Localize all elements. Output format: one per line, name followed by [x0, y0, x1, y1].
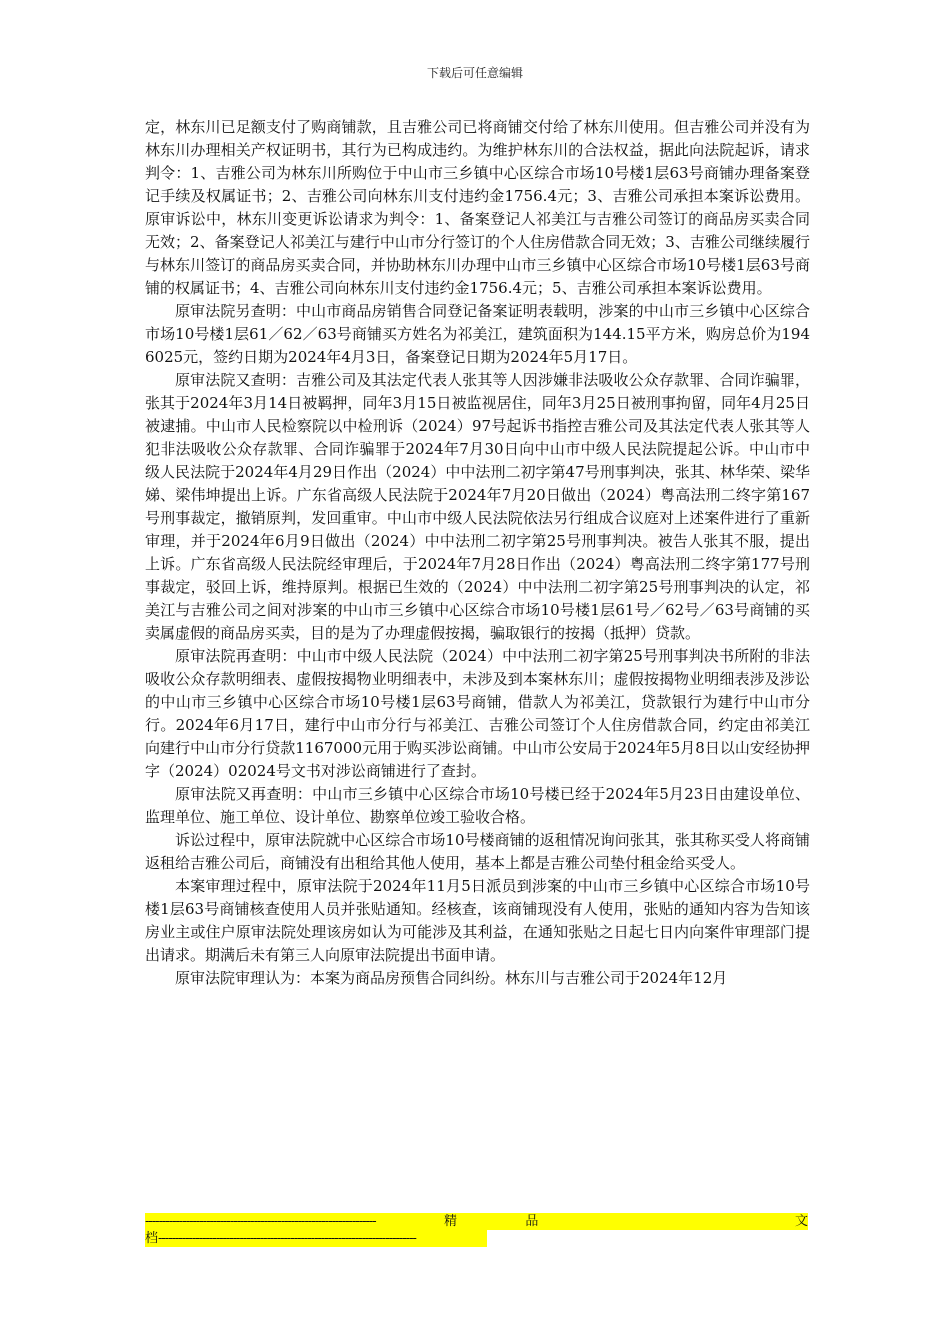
footer-char: 文	[794, 1214, 808, 1229]
paragraph: 原审法院再查明：中山市中级人民法院（2024）中中法刑二初字第25号刑事判决书所附的非法吸收公众存款明细表、虚假按揭物业明细表中，未涉及到本案林东川；虚假按揭物业明细表涉及涉讼的中山市三乡镇中心区综合市场10号楼1层63号商铺，借款人为祁美江，贷款银行为建行中山市分行。2024年6月17日，建行中山市分行与祁美江、吉雅公司签订个人住房借款合同，约定由祁美江向建行中山市分行贷款1167000元用于购买涉讼商铺。中山市公安局于2024年5月8日以山安经协押字（2024）02024号文书对涉讼商铺进行了查封。	[145, 647, 810, 780]
footer-dashes: ----------------------------------------------------------------------------	[158, 1231, 416, 1246]
footer-char: 精	[444, 1214, 458, 1229]
footer-dashes: --------------------------------------------------------------------	[145, 1214, 376, 1229]
document-body	[145, 116, 810, 990]
footer-line-1	[145, 1213, 808, 1230]
paragraph: 诉讼过程中，原审法院就中心区综合市场10号楼商铺的返租情况询问张其，张其称买受人将商铺返租给吉雅公司后，商铺没有出租给其他人使用，基本上都是吉雅公司垫付租金给买受人。	[145, 831, 810, 872]
paragraph: 原审法院又查明：吉雅公司及其法定代表人张其等人因涉嫌非法吸收公众存款罪、合同诈骗罪，张其于2024年3月14日被羁押，同年3月15日被监视居住，同年3月25日被刑事拘留，同年4月25日被逮捕。中山市人民检察院以中检刑诉（2024）97号起诉书指控吉雅公司及其法定代表人张其等人犯非法吸收公众存款罪、合同诈骗罪于2024年7月30日向中山市中级人民法院提起公诉。中山市中级人民法院于2024年4月29日作出（2024）中中法刑二初字第47号刑事判决，张其、林华荣、梁华娣、梁伟坤提出上诉。广东省高级人民法院于2024年7月20日做出（2024）粤高法刑二终字第167号刑事裁定，撤销原判，发回重审。中山市中级人民法院依法另行组成合议庭对上述案件进行了重新审理，并于2024年6月9日做出（2024）中中法刑二初字第25号刑事判决。被告人张其不服，提出上诉。广东省高级人民法院经审理后，于2024年7月28日作出（2024）粤高法刑二终字第177号刑事裁定，驳回上诉，维持原判。根据已生效的（2024）中中法刑二初字第25号刑事判决的认定，祁美江与吉雅公司之间对涉案的中山市三乡镇中心区综合市场10号楼1层61号／62号／63号商铺的买卖属虚假的商品房买卖，目的是为了办理虚假按揭，骗取银行的按揭（抵押）贷款。	[145, 371, 810, 642]
paragraph: 原审法院另查明：中山市商品房销售合同登记备案证明表载明，涉案的中山市三乡镇中心区综合市场10号楼1层61／62／63号商铺买方姓名为祁美江，建筑面积为144.15平方米，购房总价为1946025元，签约日期为2024年4月3日，备案登记日期为2024年5月17日。	[145, 302, 810, 366]
footer-char: 品	[525, 1214, 539, 1229]
footer-watermark	[145, 1213, 808, 1251]
footer-char: 档	[145, 1231, 159, 1246]
paragraph: 原审法院又再查明：中山市三乡镇中心区综合市场10号楼已经于2024年5月23日由建设单位、监理单位、施工单位、设计单位、勘察单位竣工验收合格。	[145, 785, 810, 826]
page-header: 下载后可任意编辑	[426, 66, 523, 80]
paragraph: 本案审理过程中，原审法院于2024年11月5日派员到涉案的中山市三乡镇中心区综合市场10号楼1层63号商铺核查使用人员并张贴通知。经核查，该商铺现没有人使用，张贴的通知内容为告知该房业主或住户原审法院处理该房如认为可能涉及其利益，在通知张贴之日起七日内向案件审理部门提出请求。期满后未有第三人向原审法院提出书面申请。	[145, 877, 810, 964]
paragraph: 定，林东川已足额支付了购商铺款，且吉雅公司已将商铺交付给了林东川使用。但吉雅公司并没有为林东川办理相关产权证明书，其行为已构成违约。为维护林东川的合法权益，据此向法院起诉，请求判令：1、吉雅公司为林东川所购位于中山市三乡镇中心区综合市场10号楼1层63号商铺办理备案登记手续及权属证书；2、吉雅公司向林东川支付违约金1756.4元；3、吉雅公司承担本案诉讼费用。原审诉讼中，林东川变更诉讼请求为判令：1、备案登记人祁美江与吉雅公司签订的商品房买卖合同无效；2、备案登记人祁美江与建行中山市分行签订的个人住房借款合同无效；3、吉雅公司继续履行与林东川签订的商品房买卖合同，并协助林东川办理中山市三乡镇中心区综合市场10号楼1层63号商铺的权属证书；4、吉雅公司向林东川支付违约金1756.4元；5、吉雅公司承担本案诉讼费用。	[145, 118, 810, 297]
paragraph: 原审法院审理认为：本案为商品房预售合同纠纷。林东川与吉雅公司于2024年12月	[175, 969, 728, 987]
footer-line-2	[145, 1230, 487, 1247]
